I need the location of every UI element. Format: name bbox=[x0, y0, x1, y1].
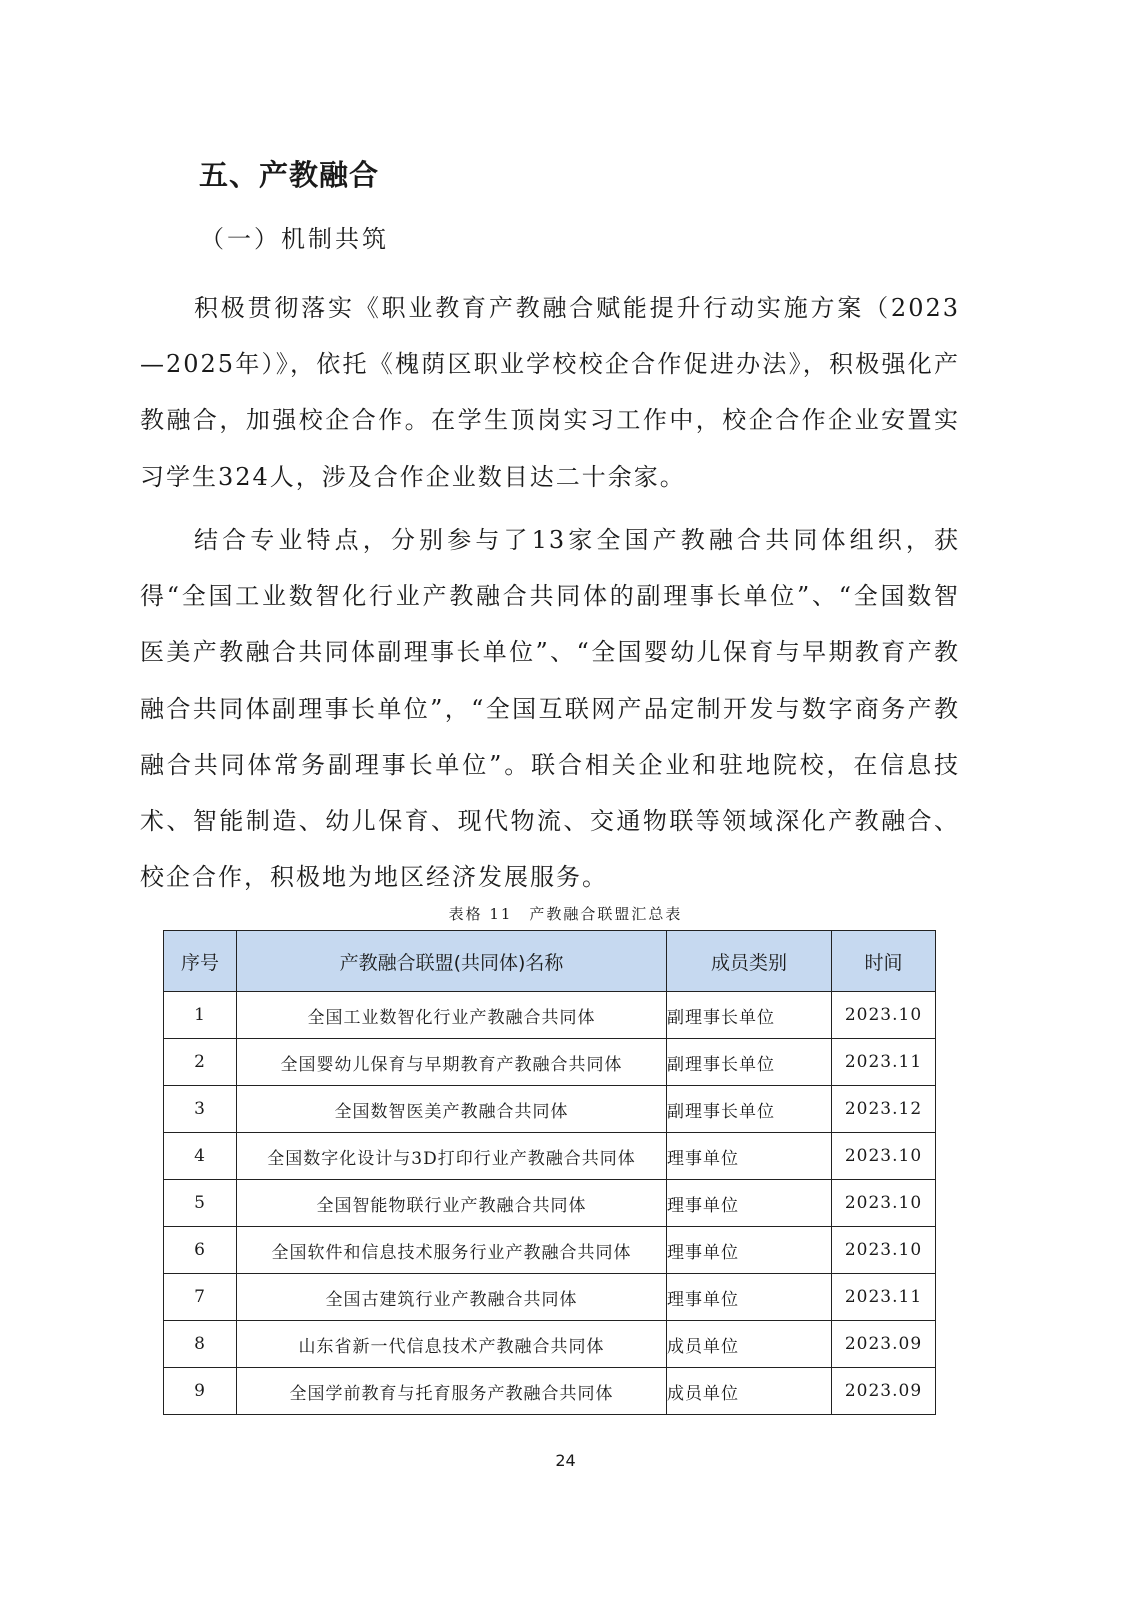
row-number: 1 bbox=[164, 992, 237, 1039]
header-time: 时间 bbox=[832, 931, 936, 992]
table-row bbox=[164, 1274, 936, 1321]
table-caption: 表格 11 产教融合联盟汇总表 bbox=[448, 905, 683, 923]
table-header-row bbox=[164, 931, 936, 992]
join-time: 2023.10 bbox=[832, 1133, 936, 1180]
member-type: 成员单位 bbox=[667, 1321, 832, 1368]
paragraph-mechanism: 积极贯彻落实《职业教育产教融合赋能提升行动实施方案（2023—2025年）》，依托《槐荫区职业学校校企合作促进办法》，积极强化产教融合，加强校企合作。在学生顶岗实习工作中，校企合作企业安置实习学生324人，涉及合作企业数目达二十余家。 bbox=[140, 294, 960, 491]
join-time: 2023.10 bbox=[832, 1227, 936, 1274]
member-type: 副理事长单位 bbox=[667, 1039, 832, 1086]
member-type: 副理事长单位 bbox=[667, 992, 832, 1039]
subsection-heading: （一）机制共筑 bbox=[200, 225, 389, 253]
alliance-name: 全国数字化设计与3D打印行业产教融合共同体 bbox=[237, 1133, 667, 1180]
join-time: 2023.09 bbox=[832, 1368, 936, 1415]
member-type: 成员单位 bbox=[667, 1368, 832, 1415]
join-time: 2023.11 bbox=[832, 1274, 936, 1321]
row-number: 6 bbox=[164, 1227, 237, 1274]
member-type: 理事单位 bbox=[667, 1180, 832, 1227]
member-type: 理事单位 bbox=[667, 1227, 832, 1274]
header-alliance-name: 产教融合联盟(共同体)名称 bbox=[237, 931, 667, 992]
row-number: 8 bbox=[164, 1321, 237, 1368]
join-time: 2023.12 bbox=[832, 1086, 936, 1133]
alliance-name: 全国数智医美产教融合共同体 bbox=[237, 1086, 667, 1133]
row-number: 2 bbox=[164, 1039, 237, 1086]
row-number: 7 bbox=[164, 1274, 237, 1321]
table-row bbox=[164, 1133, 936, 1180]
header-number: 序号 bbox=[164, 931, 237, 992]
alliance-name: 全国软件和信息技术服务行业产教融合共同体 bbox=[237, 1227, 667, 1274]
table-row bbox=[164, 1368, 936, 1415]
alliance-name: 全国工业数智化行业产教融合共同体 bbox=[237, 992, 667, 1039]
table-row bbox=[164, 1321, 936, 1368]
alliance-name: 全国婴幼儿保育与早期教育产教融合共同体 bbox=[237, 1039, 667, 1086]
join-time: 2023.09 bbox=[832, 1321, 936, 1368]
member-type: 理事单位 bbox=[667, 1274, 832, 1321]
header-member-type: 成员类别 bbox=[667, 931, 832, 992]
table-row bbox=[164, 1086, 936, 1133]
row-number: 5 bbox=[164, 1180, 237, 1227]
alliance-name: 全国学前教育与托育服务产教融合共同体 bbox=[237, 1368, 667, 1415]
row-number: 3 bbox=[164, 1086, 237, 1133]
table-row bbox=[164, 992, 936, 1039]
table-row bbox=[164, 1227, 936, 1274]
table-row bbox=[164, 1039, 936, 1086]
row-number: 4 bbox=[164, 1133, 237, 1180]
alliance-name: 全国智能物联行业产教融合共同体 bbox=[237, 1180, 667, 1227]
member-type: 理事单位 bbox=[667, 1133, 832, 1180]
alliance-summary-table bbox=[163, 930, 936, 1415]
member-type: 副理事长单位 bbox=[667, 1086, 832, 1133]
row-number: 9 bbox=[164, 1368, 237, 1415]
table-row bbox=[164, 1180, 936, 1227]
alliance-name: 全国古建筑行业产教融合共同体 bbox=[237, 1274, 667, 1321]
alliance-name: 山东省新一代信息技术产教融合共同体 bbox=[237, 1321, 667, 1368]
section-heading: 五、产教融合 bbox=[199, 158, 380, 192]
paragraph-alliances: 结合专业特点，分别参与了13家全国产教融合共同体组织，获得“全国工业数智化行业产教融合共同体的副理事长单位”、“全国数智医美产教融合共同体副理事长单位”、“全国婴幼儿保育与早期教育产教融合共同体副理事长单位”，“全国互联网产品定制开发与数字商务产教融合共同体常务副理事长单位”。联合相关企业和驻地院校，在信息技术、智能制造、幼儿保育、现代物流、交通物联等领域深化产教融合、校企合作，积极地为地区经济发展服务。 bbox=[140, 526, 960, 892]
table-body bbox=[164, 992, 936, 1415]
join-time: 2023.11 bbox=[832, 1039, 936, 1086]
page-number: 24 bbox=[555, 1451, 576, 1470]
join-time: 2023.10 bbox=[832, 1180, 936, 1227]
join-time: 2023.10 bbox=[832, 992, 936, 1039]
